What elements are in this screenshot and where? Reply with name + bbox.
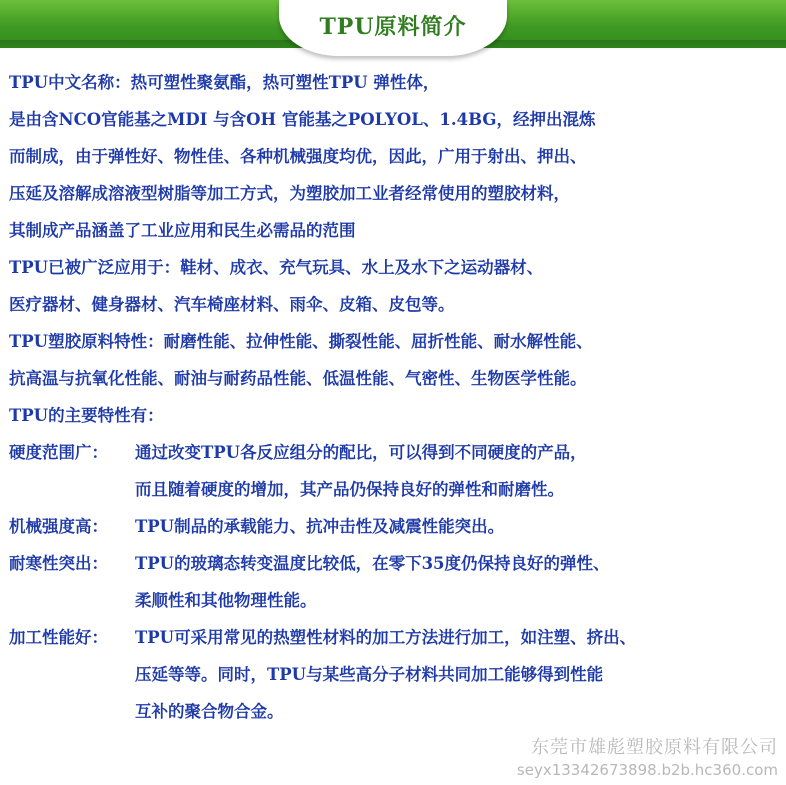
feature-label: 加工性能好： [9, 628, 108, 647]
watermark [517, 736, 778, 780]
paragraph-line: TPU已被广泛应用于：鞋材、成衣、充气玩具、水上及水下之运动器材、 [9, 258, 544, 277]
page-title: TPU原料简介 [319, 14, 467, 40]
feature-text: 压延等等。同时，TPU与某些高分子材料共同加工能够得到性能 [135, 665, 604, 684]
feature-label: 机械强度高： [9, 517, 108, 536]
paragraph-line: TPU塑胶原料特性：耐磨性能、拉伸性能、撕裂性能、屈折性能、耐水解性能、 [9, 332, 593, 351]
feature-text: 柔顺性和其他物理性能。 [135, 591, 317, 610]
paragraph-line: 是由含NCO官能基之MDI 与含OH 官能基之POLYOL、1.4BG，经押出混炼 [9, 110, 596, 129]
paragraph-line: 医疗器材、健身器材、汽车椅座材料、雨伞、皮箱、皮包等。 [9, 295, 455, 314]
paragraph-line: 压延及溶解成溶液型树脂等加工方式，为塑胶加工业者经常使用的塑胶材料， [9, 184, 570, 203]
watermark-company: 东莞市雄彪塑胶原料有限公司 [531, 737, 778, 758]
feature-strength [9, 508, 779, 545]
feature-text: TPU可采用常见的热塑性材料的加工方法进行加工，如注塑、挤出、 [135, 628, 637, 647]
watermark-site: seyx13342673898.b2b.hc360.com [516, 761, 778, 779]
paragraph-line: TPU中文名称：热可塑性聚氨酯，热可塑性TPU 弹性体， [9, 73, 440, 92]
feature-hardness [9, 434, 779, 508]
feature-text: TPU制品的承载能力、抗冲击性及减震性能突出。 [135, 517, 505, 536]
feature-text: 而且随着硬度的增加，其产品仍保持良好的弹性和耐磨性。 [135, 480, 564, 499]
feature-processability [9, 619, 779, 730]
feature-text: TPU的玻璃态转变温度比较低，在零下35度仍保持良好的弹性、 [135, 554, 610, 573]
feature-label: 耐寒性突出： [9, 554, 108, 573]
feature-text: 通过改变TPU各反应组分的配比，可以得到不同硬度的产品， [135, 443, 587, 462]
feature-cold-resistance [9, 545, 779, 619]
feature-label: 硬度范围广： [9, 443, 108, 462]
paragraph-line: 抗高温与抗氧化性能、耐油与耐药品性能、低温性能、气密性、生物医学性能。 [9, 369, 587, 388]
feature-text: 互补的聚合物合金。 [135, 702, 284, 721]
article-body [9, 64, 779, 730]
paragraph-line: 其制成产品涵盖了工业应用和民生必需品的范围 [9, 221, 356, 240]
features-heading: TPU的主要特性有： [9, 406, 164, 425]
paragraph-line: 而制成，由于弹性好、物性佳、各种机械强度均优，因此，广用于射出、押出、 [9, 147, 587, 166]
